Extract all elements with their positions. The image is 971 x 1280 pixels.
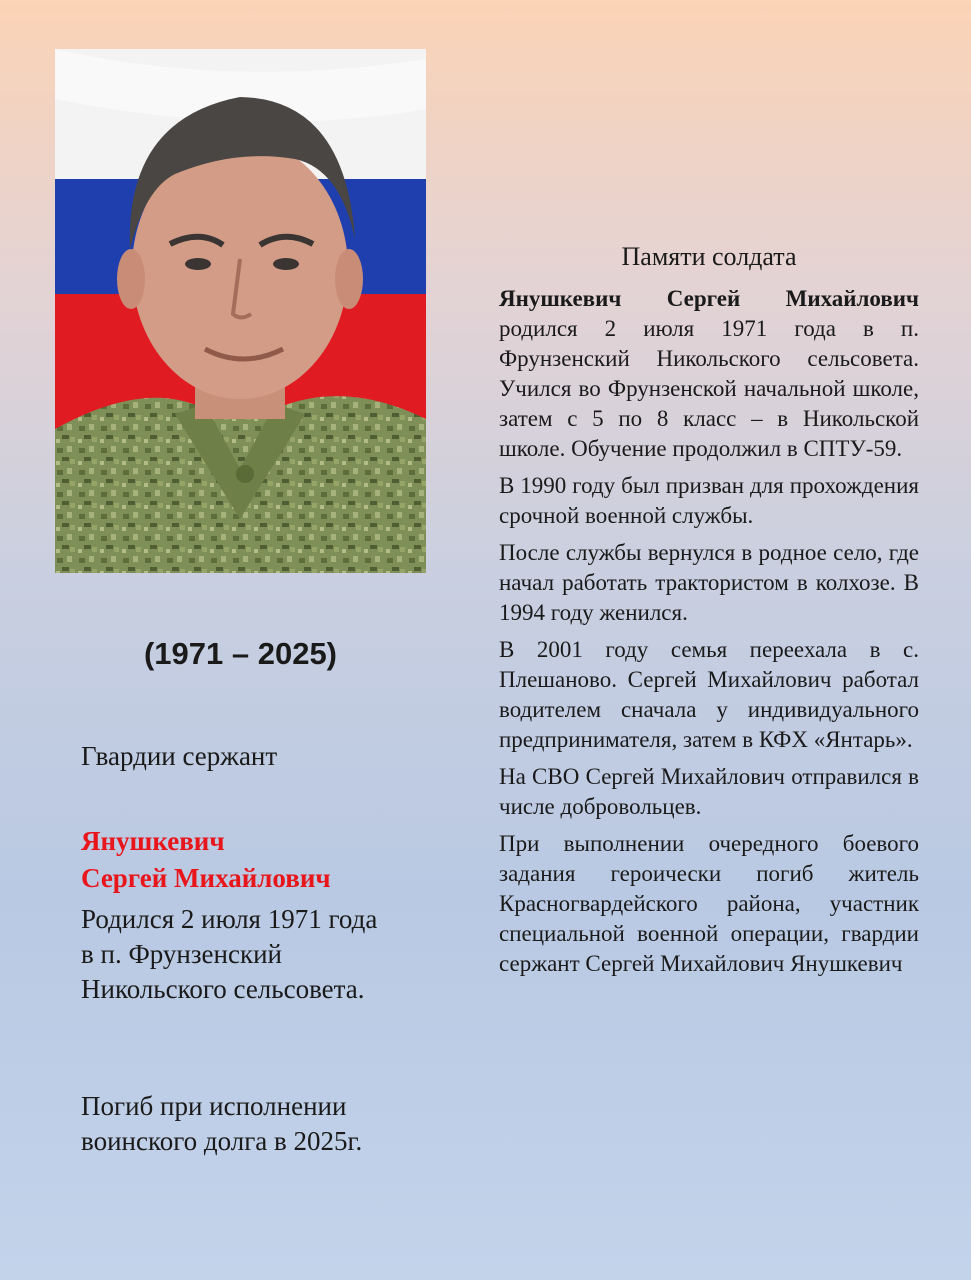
biography-paragraph-4: В 2001 году семья переехала в с. Плешаново. Сергей Михайлович работал водителем сначала у индивидуального предпринимателя, затем в КФХ «Янтарь». — [499, 637, 919, 752]
biography-paragraph-1-text: родился 2 июля 1971 года в п. Фрунзенский Никольского сельсовета. Учился во Фрунзенской начальной школе, затем с 5 по 8 класс – в Никольской школе. Обучение продолжил в СПТУ-59. — [499, 316, 919, 461]
soldier-name — [81, 823, 331, 897]
biography-paragraph-3: После службы вернулся в родное село, где начал работать трактористом в колхозе. В 1994 году женился. — [499, 540, 919, 625]
biography-name: Янушкевич Сергей Михайлович — [499, 286, 919, 311]
soldier-given-name: Сергей Михайлович — [81, 863, 331, 893]
life-years: (1971 – 2025) — [143, 636, 338, 671]
soldier-portrait — [55, 49, 426, 573]
biography-paragraph-5: На СВО Сергей Михайлович отправился в числе добровольцев. — [499, 764, 919, 819]
soldier-surname: Янушкевич — [81, 826, 225, 856]
portrait-illustration — [55, 49, 426, 573]
biography-paragraph-1 — [499, 284, 919, 464]
death-info: Погиб при исполнении воинского долга в 2025г. — [81, 1091, 363, 1156]
birth-info: Родился 2 июля 1971 года в п. Фрунзенский Никольского сельсовета. — [81, 904, 378, 1004]
biography — [499, 242, 919, 986]
biography-paragraph-2: В 1990 году был призван для прохождения срочной военной службы. — [499, 473, 919, 528]
military-rank: Гвардии сержант — [81, 741, 278, 771]
biography-paragraph-6: При выполнении очередного боевого задания героически погиб житель Красногвардейского района, участник специальной военной операции, гвардии сержант Сергей Михайлович Янушкевич — [499, 831, 919, 976]
biography-title: Памяти солдата — [621, 242, 797, 271]
